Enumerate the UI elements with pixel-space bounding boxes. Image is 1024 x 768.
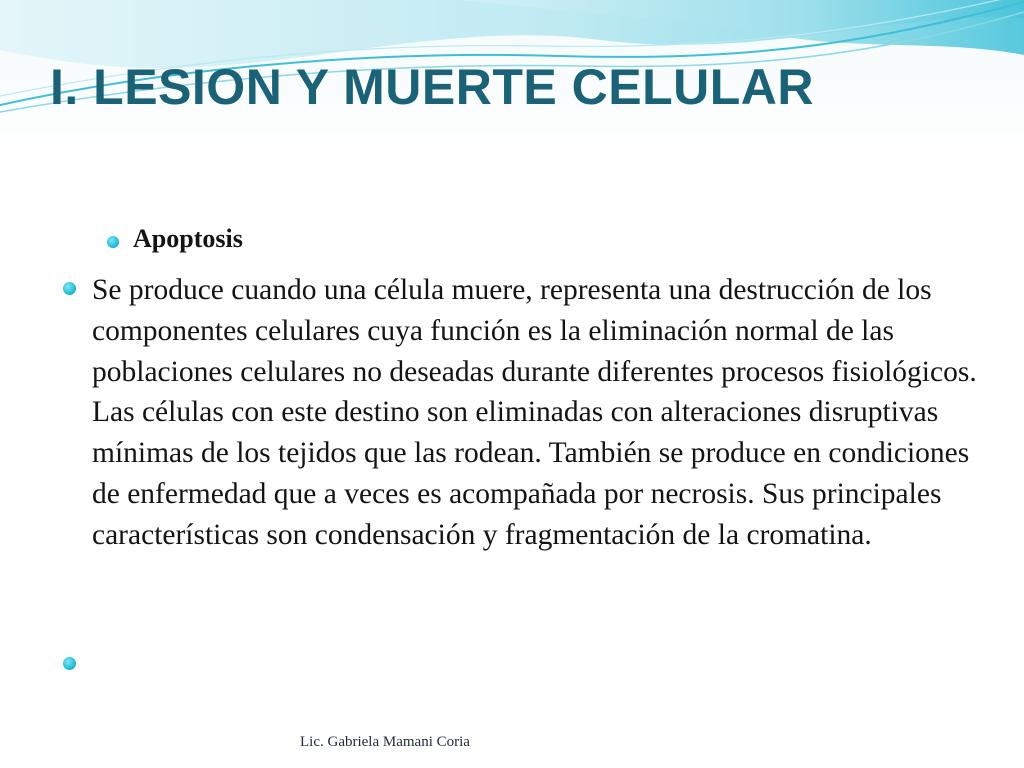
footer-author: Lic. Gabriela Mamani Coria bbox=[300, 734, 470, 750]
empty-bullet-icon bbox=[63, 657, 76, 670]
sub-bullet-icon bbox=[107, 236, 119, 248]
bullet-icon bbox=[63, 282, 76, 295]
subheading-apoptosis: Apoptosis bbox=[133, 224, 243, 253]
body-paragraph: Se produce cuando una célula muere, representa una destrucción de los componentes celulares cuya función es la eliminación normal de las poblaciones celulares no deseadas durante diferentes procesos fisiológicos. Las células con este destino son eliminadas con alteraciones disruptivas mínimas de los tejidos que las rodean. También se produce en condiciones de enfermedad que a veces es acompañada por necrosis. Sus principales características son condensación y fragmentación de la cromatina. bbox=[92, 274, 977, 551]
slide-title: I. LESION Y MUERTE CELULAR bbox=[50, 59, 815, 115]
